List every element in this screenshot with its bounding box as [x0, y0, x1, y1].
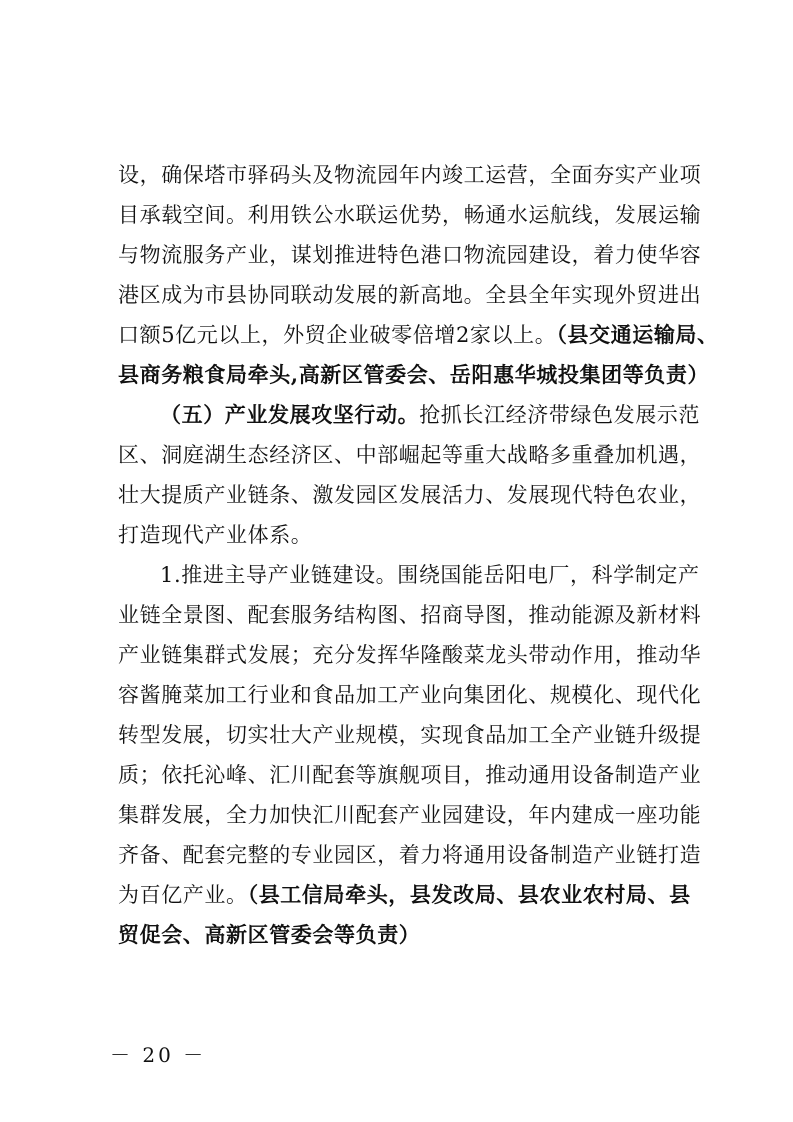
text-line-12: 业链全景图、配套服务结构图、招商导图，推动能源及新材料 — [118, 603, 702, 627]
text-line-10: 打造现代产业体系。 — [118, 523, 313, 547]
text-line-8: 区、洞庭湖生态经济区、中部崛起等重大战略多重叠加机遇， — [118, 443, 702, 467]
text-line-17: 集群发展，全力加快汇川配套产业园建设，年内建成一座功能 — [118, 803, 702, 827]
page-number: － 20 － — [110, 1043, 207, 1067]
section-heading: （五）产业发展攻坚行动。 — [160, 402, 420, 427]
text-line-6 — [118, 360, 710, 390]
text-line-19 — [118, 880, 691, 910]
text-line-2: 目承载空间。利用铁公水联运优势，畅通水运航线，发展运输 — [118, 203, 702, 227]
text-line-13: 产业链集群式发展；充分发挥华隆酸菜龙头带动作用，推动华 — [118, 643, 702, 667]
text-line-3: 与物流服务产业，谋划推进特色港口物流园建设，着力使华容 — [118, 243, 702, 267]
text-line-5-responsible: （县交通运输局、 — [556, 322, 719, 347]
text-line-5 — [118, 320, 719, 350]
text-line-5-body: 口额5亿元以上，外贸企业破零倍增2家以上。 — [118, 323, 557, 347]
text-line-19-body: 为百亿产业。 — [118, 883, 248, 907]
text-line-18: 齐备、配套完整的专业园区，着力将通用设备制造产业链打造 — [118, 843, 702, 867]
text-line-4: 港区成为市县协同联动发展的新高地。全县全年实现外贸进出 — [118, 283, 702, 307]
text-line-14: 容酱腌菜加工行业和食品加工产业向集团化、规模化、现代化 — [118, 683, 702, 707]
section-heading-line — [160, 400, 701, 430]
text-line-19-responsible: （县工信局牵头，县发改局、县农业农村局、县 — [247, 882, 691, 907]
text-line-20 — [118, 920, 678, 950]
text-line-1: 设，确保塔市驿码头及物流园年内竣工运营，全面夯实产业项 — [118, 163, 702, 187]
text-line-15: 转型发展，切实壮大产业规模，实现食品加工全产业链升级提 — [118, 723, 702, 747]
text-line-6-responsible: 县商务粮食局牵头,高新区管委会、岳阳惠华城投集团等负责） — [118, 362, 710, 387]
text-line-16: 质；依托沁峰、汇川配套等旗舰项目，推动通用设备制造产业 — [118, 763, 702, 787]
section-heading-body: 抢抓长江经济带绿色发展示范 — [419, 403, 701, 427]
text-line-20-responsible: 贸促会、高新区管委会等负责） — [118, 922, 421, 947]
subsection-line: 1.推进主导产业链建设。围绕国能岳阳电厂，科学制定产 — [160, 563, 700, 587]
text-line-9: 壮大提质产业链条、激发园区发展活力、发展现代特色农业， — [118, 483, 702, 507]
